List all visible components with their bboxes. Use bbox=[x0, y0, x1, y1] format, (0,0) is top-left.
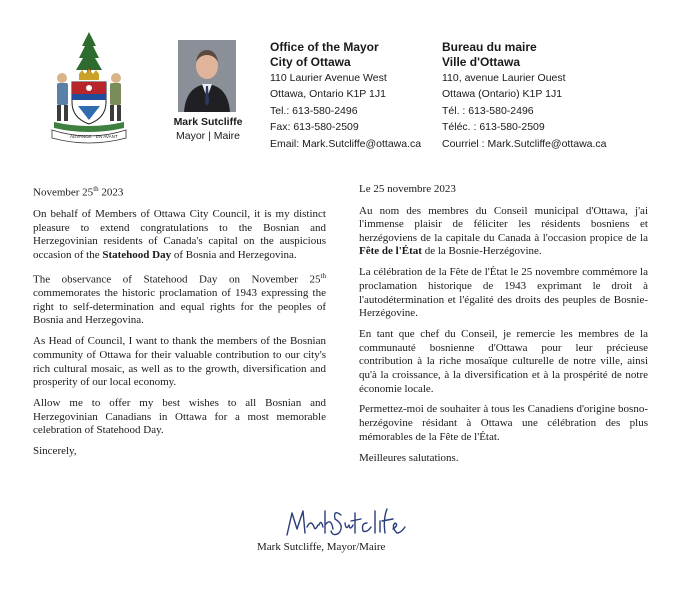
paragraph-4-en: Allow me to offer my best wishes to all Bosnian and Herzegovinian Canadians in Ottawa for a most memorable celebration of Statehood Day. bbox=[33, 397, 326, 437]
letter-date-en: November 25th 2023 bbox=[33, 185, 124, 199]
letter-french bbox=[359, 183, 648, 473]
closing-fr: Meilleures salutations. bbox=[359, 451, 459, 464]
motto-right: EN AVANT bbox=[96, 134, 118, 139]
office-title-fr: Bureau du maire bbox=[442, 40, 537, 54]
motto-left: ADVANCE bbox=[70, 134, 92, 139]
letter-english bbox=[33, 183, 326, 466]
paragraph-2-fr: La célébration de la Fête de l'État le 25 novembre commémore la proclamation historique de 1943 exprimant le droit à l'autodétermination et l'égalité des droits des peuples de Bosnie-Herzégovine. bbox=[359, 266, 648, 320]
office-address-english bbox=[270, 40, 421, 152]
letter-date-fr: Le 25 novembre 2023 bbox=[359, 183, 456, 195]
fax-en: Fax: 613-580-2509 bbox=[270, 121, 359, 134]
paragraph-3-fr: En tant que chef du Conseil, je remercie les membres de la communauté bosnienne d'Ottawa pour leur précieuse contribution à la riche mosaïque culturelle de notre ville, ainsi qu'à la croissance, à la diversification et à la prospérité de notre économie locale. bbox=[359, 328, 648, 395]
city-postal-fr: Ottawa (Ontario) K1P 1J1 bbox=[442, 88, 563, 101]
mayor-role: Mayor | Maire bbox=[176, 130, 240, 142]
telephone-fr: Tél. : 613-580-2496 bbox=[442, 104, 534, 117]
paragraph-4-fr: Permettez-moi de souhaiter à tous les Canadiens d'origine bosno-herzégovine résidant à Ottawa une célébration des plus mémorables de la Fête de l'État. bbox=[359, 403, 648, 443]
paragraph-1-en: On behalf of Members of Ottawa City Council, it is my distinct pleasure to extend congratulations to the Bosnian and Herzegovinian residents of Canada's capital on the auspicious occasion of the Statehood Day of Bosnia and Herzegovina. bbox=[33, 208, 326, 262]
city-postal-en: Ottawa, Ontario K1P 1J1 bbox=[270, 88, 386, 101]
handwritten-signature bbox=[283, 505, 407, 541]
city-title-fr: Ville d'Ottawa bbox=[442, 55, 520, 69]
mayor-name: Mark Sutcliffe bbox=[173, 116, 243, 128]
telephone-en: Tel.: 613-580-2496 bbox=[270, 104, 358, 117]
city-title-en: City of Ottawa bbox=[270, 55, 351, 69]
signature-line: Mark Sutcliffe, Mayor/Maire bbox=[257, 541, 386, 553]
office-address-french bbox=[442, 40, 607, 152]
email-fr: Courriel : Mark.Sutcliffe@ottawa.ca bbox=[442, 137, 607, 150]
city-coat-of-arms-logo bbox=[48, 30, 130, 148]
street-address-en: 110 Laurier Avenue West bbox=[270, 72, 387, 84]
paragraph-2-en: The observance of Statehood Day on November 25th commemorates the historic proclamation of 1943 expressing the right to self-determination and equal rights for the peoples of Bosnia and Herzegovina. bbox=[33, 272, 326, 327]
paragraph-3-en: As Head of Council, I want to thank the members of the Bosnian community of Ottawa for their valuable contribution to our city's rich cultural mosaic, as well as to the growth, diversification and prosperity of our local economy. bbox=[33, 335, 326, 389]
street-address-fr: 110, avenue Laurier Ouest bbox=[442, 72, 566, 84]
mayor-photo bbox=[178, 40, 236, 112]
paragraph-1-fr: Au nom des membres du Conseil municipal d'Ottawa, j'ai l'immense plaisir de féliciter les résidents bosniens et herzégoviens de la capitale du Canada à l'occasion propice de la Fête de l'État de la Bosnie-Herzégovine. bbox=[359, 204, 648, 258]
closing-en: Sincerely, bbox=[33, 445, 77, 458]
email-en: Email: Mark.Sutcliffe@ottawa.ca bbox=[270, 137, 422, 150]
fax-fr: Téléc. : 613-580-2509 bbox=[442, 121, 545, 134]
office-title-en: Office of the Mayor bbox=[270, 40, 379, 54]
